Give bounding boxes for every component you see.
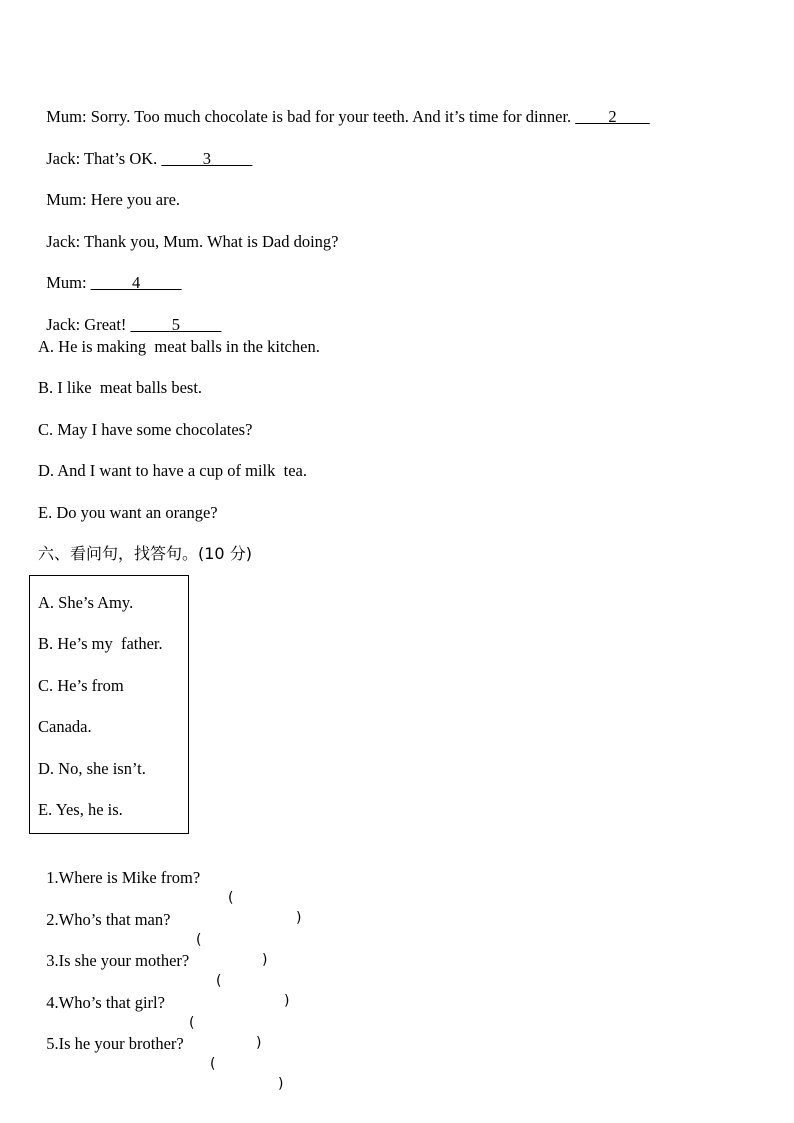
answer-paren-open[interactable]: ( [210,1056,216,1072]
option-item: Canada. [38,717,92,736]
dialogue-line [38,253,181,293]
dialogue-line [38,129,252,169]
dialogue-text: Jack: Thank you, Mum. What is Dad doing? [46,232,339,251]
answer-blank[interactable]: _____5_____ [130,315,222,334]
question-text: 5.Is he your brother? [46,1034,184,1053]
answer-paren-close[interactable]: ) [284,993,290,1009]
option-item: E. Yes, he is. [38,800,123,819]
question-text: 4.Who’s that girl? [46,993,165,1012]
choice-item: D. And I want to have a cup of milk tea. [38,461,307,480]
dialogue-line [38,295,221,335]
answer-blank[interactable]: ____2____ [575,107,650,126]
answer-paren-open[interactable]: ( [228,890,234,906]
question-text: 1.Where is Mike from? [46,868,201,887]
option-item: D. No, she isn’t. [38,759,146,778]
choice-item: B. I like meat balls best. [38,378,203,397]
dialogue-text: Mum: Sorry. Too much chocolate is bad for your teeth. And it’s time for dinner. [46,107,576,126]
choice-item: E. Do you want an orange? [38,503,218,522]
dialogue-text: Jack: Great! [46,315,131,334]
dialogue-line [38,170,180,210]
answer-paren-open[interactable]: ( [196,932,202,948]
dialogue-text: Mum: Here you are. [46,190,181,209]
answer-paren-open[interactable]: ( [189,1015,195,1031]
question-text: 2.Who’s that man? [46,910,171,929]
option-item: C. He’s from [38,676,124,695]
answer-paren-close[interactable]: ) [278,1076,284,1092]
answer-blank[interactable]: _____4_____ [90,273,182,292]
choice-item: A. He is making meat balls in the kitchen. [38,337,320,356]
dialogue-text: Mum: [46,273,91,292]
answer-paren-close[interactable]: ) [256,1035,262,1051]
options-box [29,575,189,834]
answer-blank[interactable]: _____3_____ [161,149,253,168]
question-text: 3.Is she your mother? [46,951,190,970]
option-item: B. He’s my father. [38,634,163,653]
answer-paren-open[interactable]: ( [216,973,222,989]
dialogue-text: Jack: That’s OK. [46,149,162,168]
choice-item: C. May I have some chocolates? [38,420,253,439]
answer-paren-close[interactable]: ) [262,952,268,968]
answer-paren-close[interactable]: ) [296,910,302,926]
question-item [38,1014,284,1094]
option-item: A. She’s Amy. [38,593,134,612]
dialogue-line [38,212,338,252]
section-heading: 六、看问句，找答句。(10 分) [38,544,252,563]
dialogue-line [38,87,650,127]
